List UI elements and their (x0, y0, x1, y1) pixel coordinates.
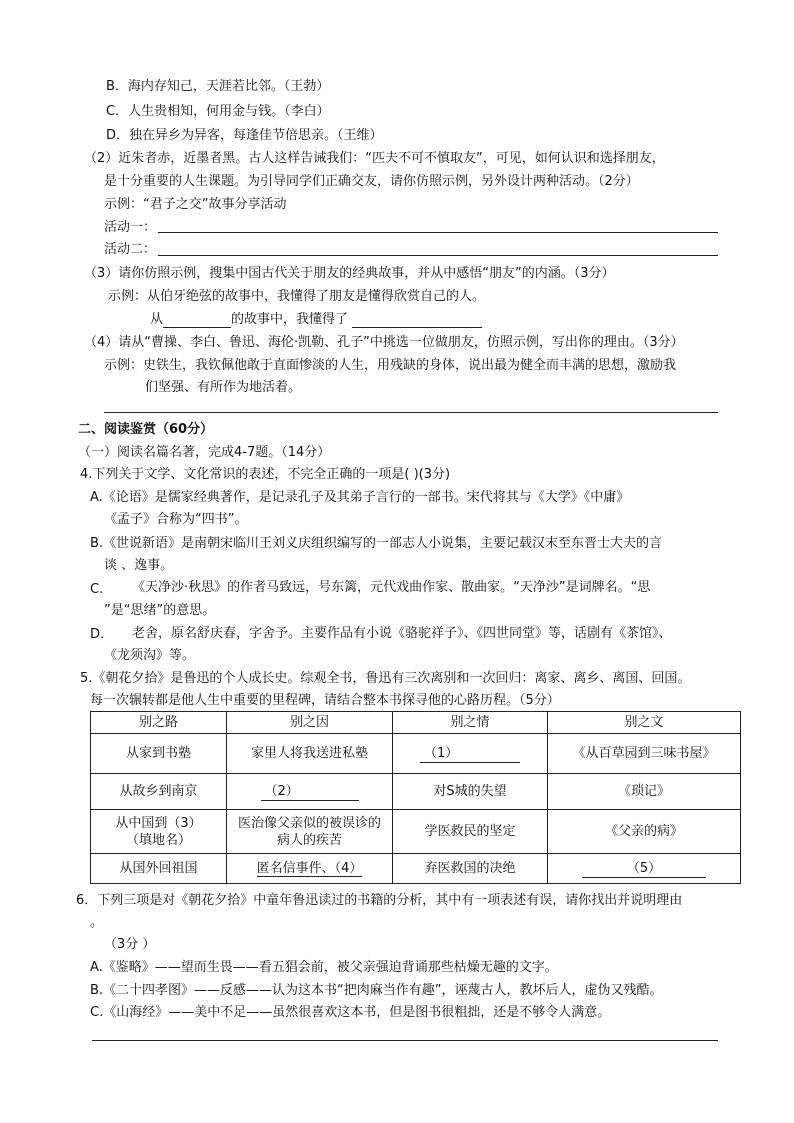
table-cell: 《父亲的病》 (548, 810, 741, 854)
table-cell: 对S城的失望 (393, 774, 548, 810)
mc4-option-c-label: C. (90, 582, 104, 597)
q4-friend-example-2: 们坚强、有所作为地活着。 (145, 380, 302, 395)
q5-blank-5[interactable] (548, 854, 741, 884)
q6-option-a: A.《鉴略》——望而生畏——看五猖会前，被父亲强迫背诵那些枯燥无趣的文字。 (90, 960, 558, 975)
q2-activity-1-answer-line[interactable] (158, 232, 718, 233)
q6-stem-end: 。 (90, 915, 104, 930)
q5-header-article: 别之文 (548, 712, 741, 734)
q1-option-d: D．独在异乡为异客，每逢佳节倍思亲。（王维） (106, 128, 383, 143)
q5-blank-3[interactable] (91, 810, 227, 854)
q3-fill-prefix: 从 (150, 312, 164, 327)
mc4-option-d-label: D. (90, 627, 105, 642)
section2-title: 二、阅读鉴赏（60分） (78, 422, 214, 437)
mc4-option-d-line2: 《龙须沟》等。 (104, 648, 196, 663)
table-cell: 从家到书塾 (91, 734, 227, 774)
q5-stem-line1: 5.《朝花夕拾》是鲁迅的个人成长史。综观全书，鲁迅有三次离别和一次回归：离家、离乡、离国、回国。 (80, 671, 691, 686)
mc4-option-b-line2: 谈 、逸事。 (104, 558, 174, 573)
q3-blank-story[interactable] (163, 313, 231, 328)
q4-friend-example-1: 示例：史铁生，我钦佩他敢于直面惨淡的人生，用残缺的身体，说出最为健全而丰满的思想，激励我 (104, 358, 677, 373)
q5-blank-1-label: （1） (420, 745, 520, 763)
q5-blank-5-label: （5） (582, 860, 706, 878)
table-cell: 家里人将我送进私塾 (227, 734, 393, 774)
q2-example: 示例：“君子之交”故事分享活动 (104, 197, 287, 212)
q4-friend-stem: （4）请从“曹操、李白、鲁迅、海伦·凯勒、孔子”中挑选一位做朋友，仿照示例，写出你的理由。（3分） (84, 335, 684, 350)
q5-blank-4-label: 匿名信事件、（4） (256, 861, 363, 876)
mc4-option-b-line1: B.《世说新语》是南朝宋临川王刘义庆组织编写的一部志人小说集，主要记载汉末至东晋士大夫的言 (90, 536, 663, 551)
table-cell-line: 病人的疾苦 (276, 832, 342, 848)
q1-option-c: C．人生贵相知，何用金与钱。（李白） (106, 104, 330, 119)
q2-activity-2-label: 活动二： (104, 242, 157, 257)
q6-answer-line[interactable] (92, 1040, 718, 1041)
q5-stem-line2: 每一次辗转都是他人生中重要的里程碑，请结合整本书探寻他的心路历程。（5分） (90, 693, 560, 708)
table-cell: 《从百草园到三味书屋》 (548, 734, 741, 774)
section2-sub1: （一）阅读名篇名著，完成4-7题。（14分） (78, 445, 331, 460)
q5-header-path: 别之路 (91, 712, 227, 734)
q5-table-header-row (91, 712, 741, 734)
q2-activity-2-answer-line[interactable] (158, 255, 718, 256)
q5-blank-2-label: （2） (261, 783, 359, 801)
mc4-option-c-line2: ”是“思绪”的意思。 (104, 603, 216, 618)
q6-option-c: C.《山海经》——美中不足——虽然很喜欢这本书，但是图书很粗拙，还是不够令人满意。 (90, 1005, 611, 1020)
q6-stem: 6．下列三项是对《朝花夕拾》中童年鲁迅读过的书籍的分析，其中有一项表述有误，请你找出并说明理由 (76, 893, 683, 908)
table-cell: 从故乡到南京 (91, 774, 227, 810)
q5-header-feeling: 别之情 (393, 712, 548, 734)
q5-table (90, 711, 741, 884)
q2-stem-line1: （2）近朱者赤，近墨者黑。古人这样告诫我们：“匹夫不可不慎取友”，可见，如何认识和选择朋友， (84, 151, 665, 166)
q3-fill-middle: 的故事中，我懂得了 (231, 312, 349, 327)
q3-stem: （3）请你仿照示例，搜集中国古代关于朋友的经典故事，并从中感悟“朋友”的内涵。（3分） (84, 266, 615, 281)
q3-fill-line (150, 312, 482, 328)
table-row (91, 774, 741, 810)
q5-blank-3-label: 从中国到（3） (115, 815, 202, 831)
table-cell-line: 医治像父亲似的被误诊的 (237, 815, 381, 831)
table-cell: 弃医救国的决绝 (393, 854, 548, 884)
q6-option-b: B.《二十四孝图》——反感——认为这本书“把肉麻当作有趣”，诬蔑古人，教坏后人，虚伪又残酷。 (90, 983, 663, 998)
table-row (91, 854, 741, 884)
mc4-stem: 4.下列关于文学、文化常识的表述，不完全正确的一项是( )(3分) (80, 467, 451, 482)
mc4-option-c-line1: 《天净沙·秋思》的作者马致远，号东篱，元代戏曲作家、散曲家。“天净沙”是词牌名。“思 (132, 580, 651, 595)
mc4-option-a-line1: A.《论语》是儒家经典著作，是记录孔子及其弟子言行的一部书。宋代将其与《大学》《中庸》 (90, 490, 630, 505)
table-cell (227, 810, 393, 854)
q2-stem-line2: 是十分重要的人生课题。为引导同学们正确交友，请你仿照示例，另外设计两种活动。（2分） (104, 174, 639, 189)
q3-blank-meaning[interactable] (352, 313, 482, 328)
q5-blank-4[interactable] (227, 854, 393, 884)
q5-blank-1[interactable] (393, 734, 548, 774)
mc4-option-d-line1: 老舍，原名舒庆春，字舍予。主要作品有小说《骆驼祥子》、《四世同堂》等，话剧有《茶馆》、 (132, 626, 672, 641)
table-cell: 《琐记》 (548, 774, 741, 810)
q6-score: （3分 ） (104, 937, 156, 952)
table-row (91, 810, 741, 854)
mc4-option-a-line2: 《孟子》合称为“四书”。 (104, 512, 248, 527)
q4-friend-answer-line[interactable] (104, 412, 718, 413)
q2-activity-1-label: 活动一： (104, 220, 157, 235)
q5-header-cause: 别之因 (227, 712, 393, 734)
q1-option-b: B．海内存知己，天涯若比邻。（王勃） (106, 79, 330, 94)
table-cell: 从国外回祖国 (91, 854, 227, 884)
q3-example: 示例：从伯牙绝弦的故事中，我懂得了朋友是懂得欣赏自己的人。 (108, 289, 486, 304)
q5-blank-2[interactable] (227, 774, 393, 810)
table-cell: 学医救民的坚定 (393, 810, 548, 854)
table-row (91, 734, 741, 774)
q5-blank-3-hint: （填地名） (125, 832, 191, 848)
